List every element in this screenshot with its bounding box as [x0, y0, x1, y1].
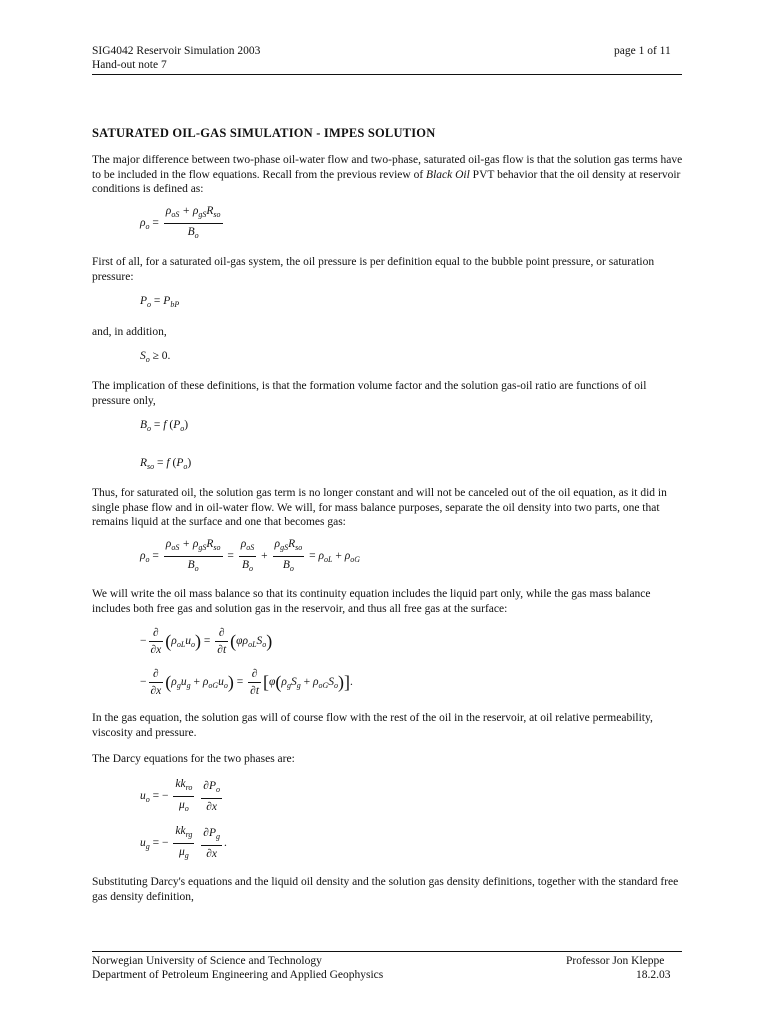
handout-note: Hand-out note 7: [92, 59, 167, 71]
paragraph-saturated-pressure: First of all, for a saturated oil-gas system, the oil pressure is per definition equal to the bubble point pressure, or saturation pressure:: [92, 256, 655, 283]
paragraph-mass-balance: We will write the oil mass balance so that its continuity equation includes the liquid part only, while the gas mass balance includes both free gas and solution gas in the reservoir, and thus all free gas at the surface:: [92, 588, 651, 615]
equation-gas-continuity: − $\frac{\partial}{\partial x}$ $(\rho_gu_g + \rho_{oG}u_o)$ = $\frac{\partial}{\partial t}$ $[\varphi(\rho_gS_g + \rho_{oG}S_o)]$.: [140, 668, 353, 697]
footer-department: Department of Petroleum Engineering and Applied Geophysics: [92, 969, 384, 981]
footer-university: Norwegian University of Science and Technology: [92, 955, 322, 967]
paragraph-intro-text-a: The major difference between two-phase oil-water flow and two-phase, saturated oil-gas flow is that the solution gas terms have to be included in the flow equations. Recall from the previous review of: [92, 154, 683, 181]
black-oil-term: Black Oil: [426, 168, 470, 181]
equation-density-split: $\rho_o$ = $\frac{\rho_{oS} + \rho_{gS}R_{so}}{B_o}$ = $\frac{\rho_{oS}}{B_o}$ + $\frac{\rho_{gS}R_{so}}{B_o}$ = $\rho_{oL} + \rho_{oG}$: [140, 538, 361, 573]
equation-darcy-gas: $u_g$ = − $\frac{kk_{rg}}{\mu_g}$ $\frac{\partial P_g}{\partial x}$ .: [140, 825, 227, 860]
section-title: SATURATED OIL-GAS SIMULATION - IMPES SOLUTION: [92, 126, 436, 140]
equation-oil-density: $\rho_o$ = $\frac{\rho_{oS} + \rho_{gS}R_{so}}{B_o}$: [140, 205, 221, 240]
header-rule: [92, 74, 682, 75]
paragraph-intro: [92, 153, 684, 197]
paragraph-gas-equation: In the gas equation, the solution gas will of course flow with the rest of the oil in the reservoir, at oil relative permeability, viscosity and pressure.: [92, 712, 653, 739]
page-number: page 1 of 11: [614, 45, 671, 57]
course-title: SIG4042 Reservoir Simulation 2003: [92, 45, 261, 57]
footer-rule: [92, 951, 682, 952]
equation-darcy-oil: $u_o$ = − $\frac{kk_{ro}}{\mu_o}$ $\frac{\partial P_o}{\partial x}$: [140, 778, 220, 813]
equation-bubble-point: $P_o = P_{bP}$: [140, 295, 180, 309]
footer-date: 18.2.03: [636, 969, 671, 981]
equation-rso: $R_{so} = f$ $(P_o)$: [140, 457, 192, 471]
footer-author: Professor Jon Kleppe: [566, 955, 665, 967]
paragraph-intro-text-b: PVT behavior that the oil density at reservoir conditions is defined as:: [92, 168, 681, 195]
equation-saturation: $S_o \ge 0$.: [140, 350, 171, 364]
paragraph-in-addition: and, in addition,: [92, 326, 167, 338]
equation-oil-continuity: − $\frac{\partial}{\partial x}$ $(\rho_{oL}u_o)$ = $\frac{\partial}{\partial t}$ $(\varphi\rho_{oL}S_o)$: [140, 627, 273, 656]
paragraph-saturated-oil: Thus, for saturated oil, the solution gas term is no longer constant and will not be canceled out of the oil equation, as it did in single phase flow and in oil-water flow. We will, for mass balance purposes, separate the oil density into two parts, one that remains liquid at the surface and one that becomes gas:: [92, 487, 667, 528]
equation-bo: $B_o = f$ $(P_o)$: [140, 419, 189, 433]
paragraph-substituting: Substituting Darcy's equations and the liquid oil density and the solution gas density definitions, together with the standard free gas density definition,: [92, 876, 679, 903]
paragraph-darcy: The Darcy equations for the two phases are:: [92, 753, 295, 765]
paragraph-implication: The implication of these definitions, is that the formation volume factor and the solution gas-oil ratio are functions of oil pressure only,: [92, 380, 647, 407]
